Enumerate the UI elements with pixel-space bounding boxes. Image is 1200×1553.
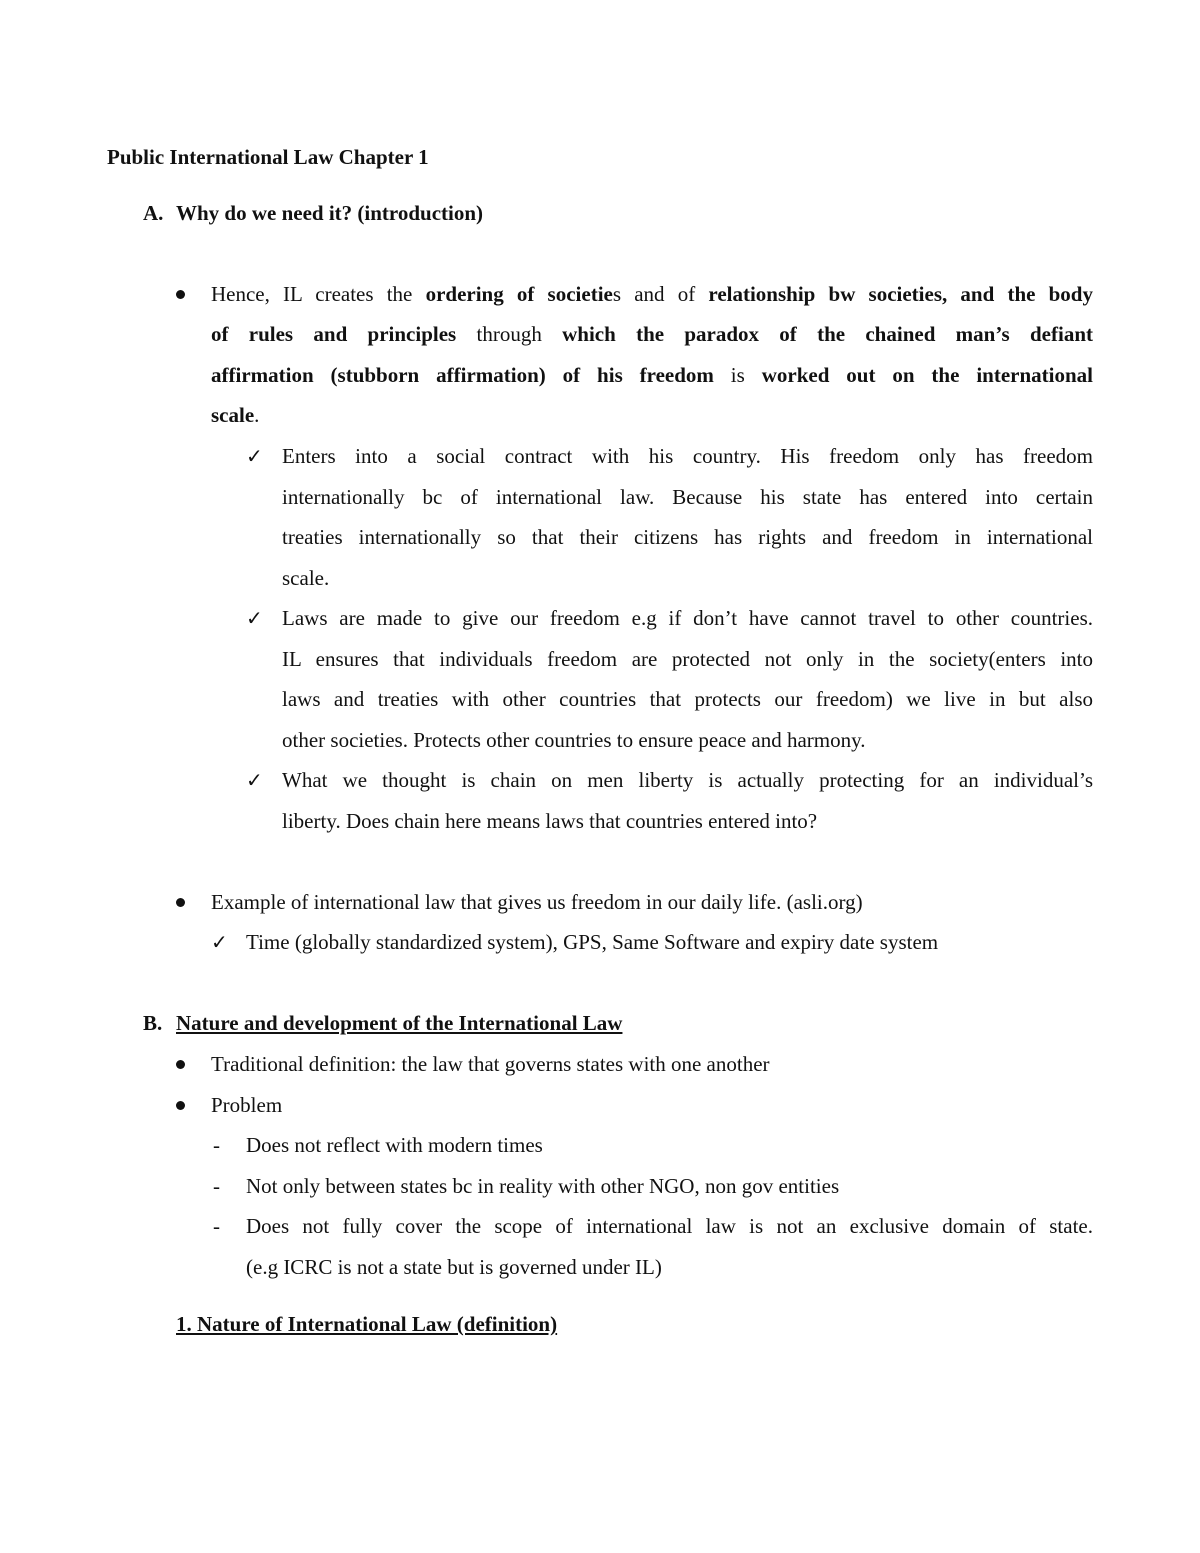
text-run-bold: scale [211,403,255,427]
subsection-heading: 1. Nature of International Law (definition) [176,1312,558,1336]
check-item-line: Enters into a social contract with his country. His freedom only has freedom [282,444,1093,468]
bullet-icon [176,898,185,907]
text-run: Hence, IL creates the [211,282,426,306]
paragraph-line [211,321,1093,347]
text-run-bold: ordering of societie [425,282,613,306]
section-a-letter: A. [143,201,164,225]
bullet-item-text: Problem [211,1093,283,1117]
text-run: . [254,403,260,427]
check-item-line: What we thought is chain on men liberty is actually protecting for an individual’s [282,768,1093,792]
dash-item-text: Does not reflect with modern times [246,1133,543,1157]
document-title: Public International Law Chapter 1 [107,145,429,169]
checkmark-icon: ✓ [246,444,263,468]
check-item-line: internationally bc of international law. Because his state has entered into certain [282,485,1093,509]
text-run: s and of [612,282,709,306]
check-item-line: Time (globally standardized system), GPS, Same Software and expiry date system [246,930,939,954]
dash-item-text: (e.g ICRC is not a state but is governed under IL) [246,1255,662,1279]
bullet-icon [176,290,185,299]
dash-marker: - [213,1214,220,1238]
paragraph-line [211,362,1093,388]
section-b-letter: B. [143,1011,163,1035]
dash-item-text: Not only between states bc in reality with other NGO, non gov entities [246,1174,840,1198]
check-item-line: Laws are made to give our freedom e.g if don’t have cannot travel to other countries. [282,606,1093,630]
section-a-heading: Why do we need it? (introduction) [176,201,484,225]
check-item-line: scale. [282,566,330,590]
text-run-bold: of rules and principles [211,322,457,346]
paragraph-line [211,402,259,428]
check-item-line: treaties internationally so that their citizens has rights and freedom in international [282,525,1093,549]
bullet-icon [176,1101,185,1110]
dash-marker: - [213,1133,220,1157]
dash-marker: - [213,1174,220,1198]
text-run-bold: which the paradox of the chained man’s defiant [562,322,1093,346]
bullet-item-text: Traditional definition: the law that governs states with one another [211,1052,770,1076]
checkmark-icon: ✓ [211,930,228,954]
check-item-line: other societies. Protects other countries to ensure peace and harmony. [282,728,866,752]
check-item-line: liberty. Does chain here means laws that countries entered into? [282,809,818,833]
dash-item-text: Does not fully cover the scope of international law is not an exclusive domain of state. [246,1214,1093,1238]
bullet-item-text: Example of international law that gives us freedom in our daily life. (asli.org) [211,890,863,914]
checkmark-icon: ✓ [246,606,263,630]
text-run-bold: relationship bw societies, and the body [708,282,1093,306]
check-item-line: laws and treaties with other countries that protects our freedom) we live in but also [282,687,1093,711]
text-run: through [456,322,563,346]
text-run-bold: worked out on the international [761,363,1093,387]
check-item-line: IL ensures that individuals freedom are protected not only in the society(enters into [282,647,1093,671]
text-run-bold: affirmation (stubborn affirmation) of his freedom [211,363,714,387]
bullet-icon [176,1060,185,1069]
section-b-heading: Nature and development of the International Law [176,1011,623,1035]
text-run: is [713,363,762,387]
paragraph-line [211,281,1093,307]
checkmark-icon: ✓ [246,768,263,792]
